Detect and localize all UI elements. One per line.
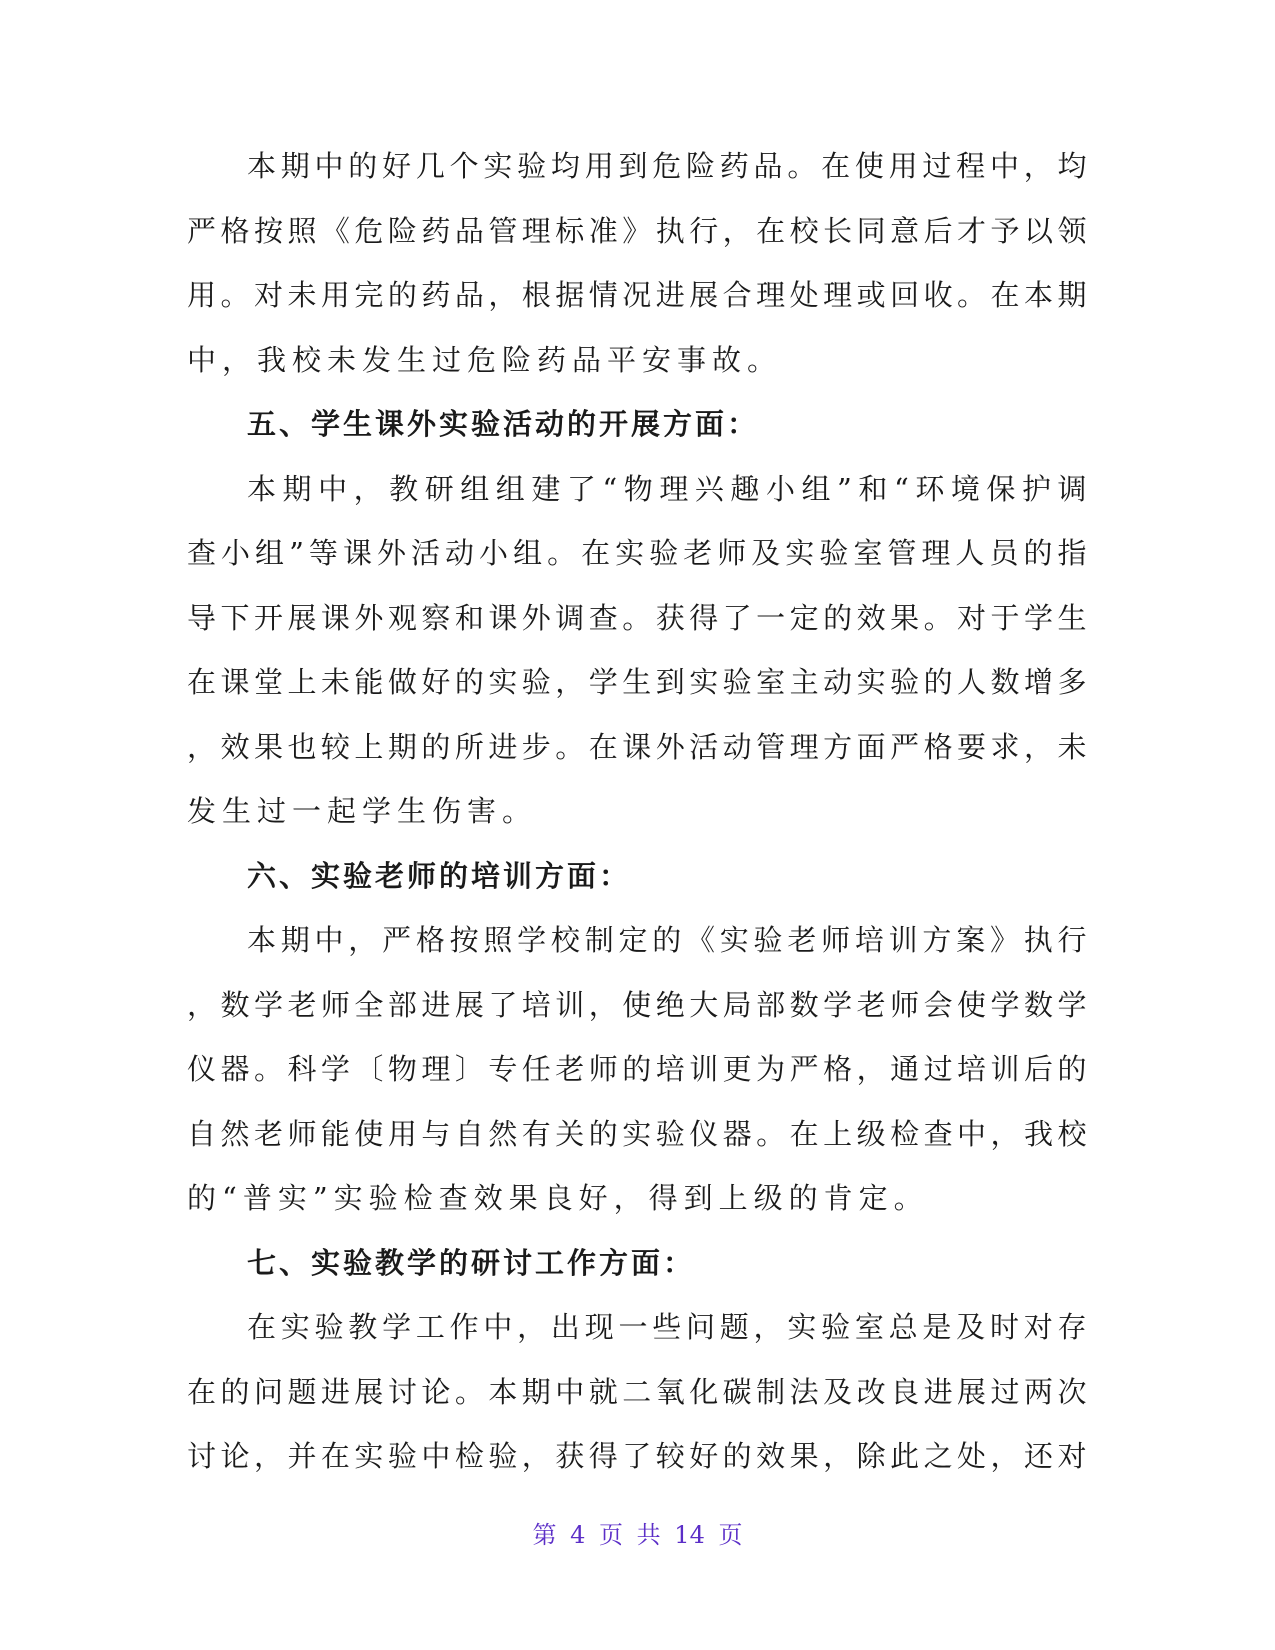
paragraph-line: 本期中，严格按照学校制定的《实验老师培训方案》执行 bbox=[247, 923, 1087, 957]
paragraph-line: 导下开展课外观察和课外调查。获得了一定的效果。对于学生 bbox=[187, 600, 1087, 635]
paragraph-line: 发生过一起学生伤害。 bbox=[187, 794, 538, 828]
paragraph-line: 仪器。科学〔物理〕专任老师的培训更为严格，通过培训后的 bbox=[187, 1052, 1087, 1086]
paragraph-dangerous-chemicals bbox=[187, 134, 1087, 392]
paragraph-line: ，效果也较上期的所进步。在课外活动管理方面严格要求，未 bbox=[187, 729, 1087, 764]
paragraph-teaching-research bbox=[187, 1295, 1087, 1489]
paragraph-line: 在实验教学工作中，出现一些问题，实验室总是及时对存 bbox=[247, 1310, 1087, 1344]
paragraph-line: 自然老师能使用与自然有关的实验仪器。在上级检查中，我校 bbox=[187, 1116, 1087, 1151]
paragraph-line: 在课堂上未能做好的实验，学生到实验室主动实验的人数增多 bbox=[187, 665, 1087, 699]
paragraph-line: 本期中的好几个实验均用到危险药品。在使用过程中，均 bbox=[247, 149, 1087, 183]
page-number-footer: 第 4 页 共 14 页 bbox=[532, 1521, 743, 1549]
paragraph-line: 中，我校未发生过危险药品平安事故。 bbox=[187, 342, 783, 377]
section-heading-6: 六、实验老师的培训方面： bbox=[247, 858, 632, 893]
paragraph-line: 查小组”等课外活动小组。在实验老师及实验室管理人员的指 bbox=[187, 536, 1087, 570]
paragraph-line: 讨论，并在实验中检验，获得了较好的效果，除此之处，还对 bbox=[187, 1439, 1087, 1473]
paragraph-line: 用。对未用完的药品，根据情况进展合理处理或回收。在本期 bbox=[187, 278, 1087, 312]
paragraph-extracurricular bbox=[187, 457, 1087, 844]
paragraph-line: ，数学老师全部进展了培训，使绝大局部数学老师会使学数学 bbox=[187, 987, 1087, 1022]
paragraph-line: 的“普实”实验检查效果良好，得到上级的肯定。 bbox=[187, 1181, 929, 1215]
paragraph-line: 本期中，教研组组建了“物理兴趣小组”和“环境保护调 bbox=[247, 471, 1087, 506]
section-heading-5: 五、学生课外实验活动的开展方面： bbox=[247, 407, 760, 441]
paragraph-line: 严格按照《危险药品管理标准》执行，在校长同意后才予以领 bbox=[187, 213, 1087, 248]
paragraph-teacher-training bbox=[187, 908, 1087, 1231]
section-heading-7: 七、实验教学的研讨工作方面： bbox=[247, 1245, 696, 1280]
paragraph-line: 在的问题进展讨论。本期中就二氧化碳制法及改良进展过两次 bbox=[187, 1374, 1087, 1409]
document-body bbox=[187, 134, 1087, 1489]
